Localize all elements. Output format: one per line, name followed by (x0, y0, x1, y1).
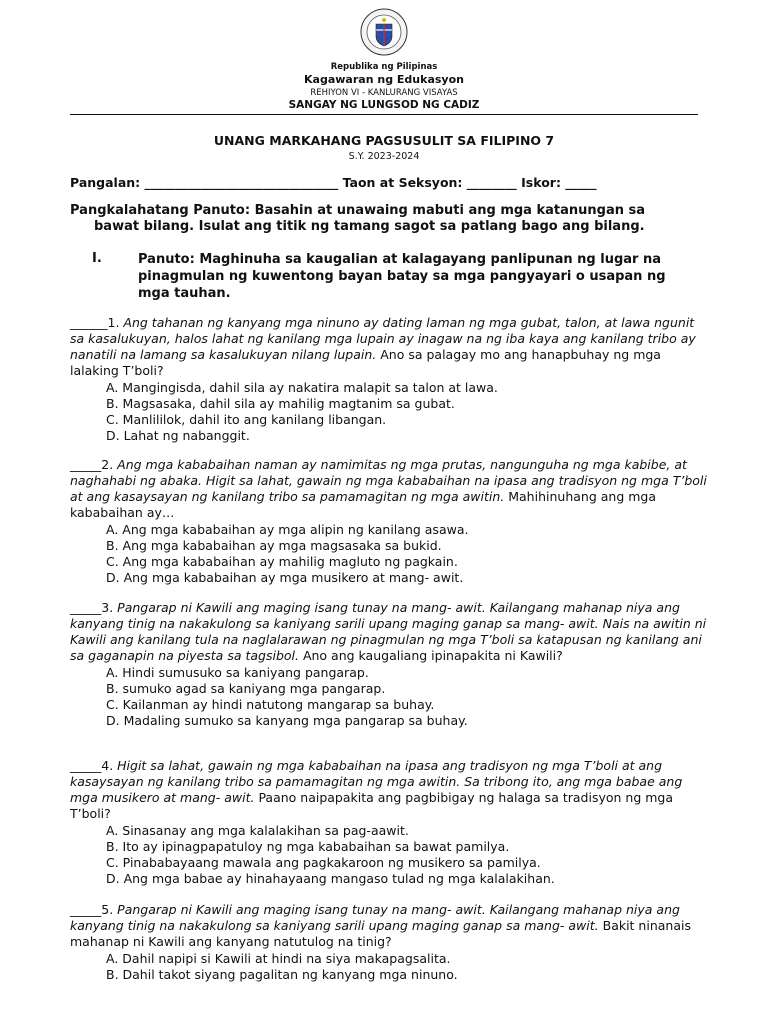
question-passage: Pangarap ni Kawili ang maging isang tunay na mang- awit. Kailangang mahanap niya ang kanyang tinig na nakakulong sa kaniyang sarili upang maging ganap sa mang- awit. Nais na awitin ni Kawili ang kanilang tula na naglalarawan ng pinagmulan ng mga T’boli sa katapusan ng kanilang ani sa gaganapin na piyesta sa tagsibol. (70, 600, 707, 663)
choice-d: D. Ang mga babae ay hinahayaang mangaso tulad ng mga kalalakihan. (106, 871, 555, 886)
region-line: REHIYON VI - KANLURANG VISAYAS (310, 88, 458, 98)
choice-c: C. Ang mga kababaihan ay mahilig magluto ng pagkain. (106, 554, 458, 569)
question-5 (70, 902, 710, 983)
choices (106, 665, 710, 729)
question-prompt: Mahihinuhang ang mga kababaihan ay… (70, 489, 656, 520)
choices (106, 380, 710, 444)
choices (106, 823, 710, 887)
choice-b: B. Dahil takot siyang pagalitan ng kanyang mga ninuno. (106, 967, 458, 982)
choice-a: A. Hindi sumusuko sa kaniyang pangarap. (106, 665, 369, 680)
question-prompt: Paano naipapakita ang pagbibigay ng halaga sa tradisyon ng mga T’boli? (70, 790, 673, 821)
section-instructions: Panuto: Maghinuha sa kaugalian at kalagayang panlipunan ng lugar na pinagmulan ng kuwentong bayan batay sa mga pangyayari o usapan ng mga tauhan. (138, 252, 666, 301)
section-number: I. (92, 251, 102, 266)
answer-blank: ______1. (70, 315, 124, 330)
choice-b: B. sumuko agad sa kaniyang mga pangarap. (106, 681, 386, 696)
choice-d: D. Lahat ng nabanggit. (106, 428, 250, 443)
choices (106, 522, 710, 586)
question-passage: Ang tahanan ng kanyang mga ninuno ay dating laman ng mga gubat, talon, at lawa ngunit sa kasalukuyan, halos lahat ng kanilang mga lupain ay inagaw na ng iba kaya ang kanilang tribo ay nanatili na lamang sa kasalukuyan nilang lupain. (70, 315, 696, 362)
choice-a: A. Mangingisda, dahil sila ay nakatira malapit sa talon at lawa. (106, 380, 498, 395)
question-1 (70, 315, 710, 444)
choices (106, 951, 710, 983)
question-passage: Ang mga kababaihan naman ay namimitas ng mga prutas, nangunguha ng mga kabibe, at naghahabi ng abaka. Higit sa lahat, gawain ng mga kababaihan na ipasa ang tradisyon ng mga T’boli at ang kasaysayan ng kanilang tribo sa pamamagitan ng mga awitin. (70, 457, 707, 504)
header-divider (70, 114, 698, 115)
choice-c: C. Pinababayaang mawala ang pagkakaroon ng musikero sa pamilya. (106, 855, 541, 870)
answer-blank: _____5. (70, 902, 118, 917)
question-4 (70, 758, 710, 887)
choice-d: D. Ang mga kababaihan ay mga musikero at mang- awit. (106, 570, 464, 585)
question-3 (70, 600, 710, 729)
choice-b: B. Ito ay ipinagpapatuloy ng mga kababaihan sa bawat pamilya. (106, 839, 510, 854)
answer-blank: _____2. (70, 457, 118, 472)
question-2 (70, 457, 710, 586)
general-instructions-line-2: bawat bilang. Isulat ang titik ng tamang sagot sa patlang bago ang bilang. (94, 219, 645, 234)
answer-blank: _____3. (70, 600, 118, 615)
choice-a: A. Dahil napipi si Kawili at hindi na siya makapagsalita. (106, 951, 451, 966)
question-passage: Pangarap ni Kawili ang maging isang tunay na mang- awit. Kailangang mahanap niya ang kanyang tinig na nakakulong sa kaniyang sarili upang maging ganap sa mang- awit. (70, 902, 680, 933)
question-prompt: Ano sa palagay mo ang hanapbuhay ng mga lalaking T’boli? (70, 347, 661, 378)
question-passage: Higit sa lahat, gawain ng mga kababaihan na ipasa ang tradisyon ng mga T’boli at ang kasaysayan ng kanilang tribo sa pamamagitan ng mga awitin. Sa tribong ito, ang mga babae ang mga musikero at mang- awit. (70, 758, 683, 805)
choice-a: A. Sinasanay ang mga kalalakihan sa pag-aawit. (106, 823, 409, 838)
choice-a: A. Ang mga kababaihan ay mga alipin ng kanilang asawa. (106, 522, 469, 537)
choice-b: B. Magsasaka, dahil sila ay mahilig magtanim sa gubat. (106, 396, 455, 411)
choice-d: D. Madaling sumuko sa kanyang mga pangarap sa buhay. (106, 713, 468, 728)
republic-line: Republika ng Pilipinas (330, 62, 438, 72)
exam-title: UNANG MARKAHANG PAGSUSULIT SA FILIPINO 7 (213, 133, 555, 148)
choice-b: B. Ang mga kababaihan ay mga magsasaka sa bukid. (106, 538, 442, 553)
division-line: SANGAY NG LUNGSOD NG CADIZ (288, 99, 480, 111)
department-line: Kagawaran ng Edukasyon (304, 73, 464, 86)
deped-seal-icon (360, 8, 408, 56)
general-instructions-line-1: Pangkalahatang Panuto: Basahin at unawaing mabuti ang mga katanungan sa (70, 203, 646, 218)
answer-blank: _____4. (70, 758, 118, 773)
school-year: S.Y. 2023-2024 (348, 151, 420, 162)
student-info-line: Pangalan: _______________________________ Taon at Seksyon: ________ Iskor: _____ (70, 175, 597, 190)
question-prompt: Bakit ninanais mahanap ni Kawili ang kanyang natutulog na tinig? (70, 918, 691, 949)
choice-c: C. Manlililok, dahil ito ang kanilang libangan. (106, 412, 387, 427)
question-prompt: Ano ang kaugaliang ipinapakita ni Kawili? (298, 648, 563, 663)
general-instructions (70, 203, 700, 235)
choice-c: C. Kailanman ay hindi natutong mangarap sa buhay. (106, 697, 435, 712)
